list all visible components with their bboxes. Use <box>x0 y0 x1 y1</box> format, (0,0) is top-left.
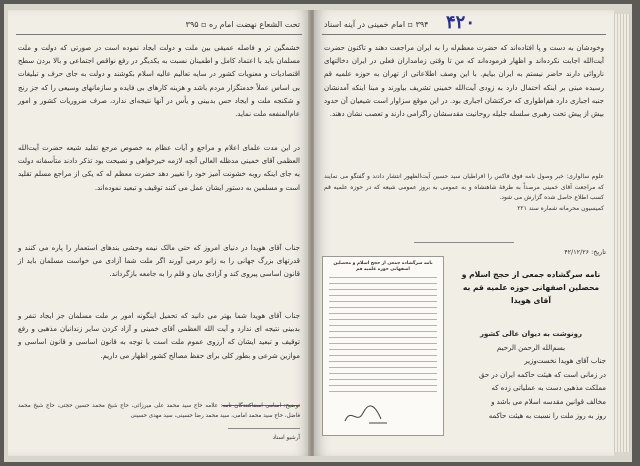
right-note-1: علوم سالواری: خبر وصول نامه فوق فاکس را افراطیان سید حسین آیت‌الظهور انتشار دادند و گفتگو می نمایند که مراجعت آقای خمینی مرصداً به طرفهٔ شاهنشاه و به عمومی به بروز عمومی شیعه که در حوزه علمیه قم کسب اطلاع حاصل شده گزارش می شود. <box>324 173 604 201</box>
left-page-header: تحت الشعاع نهضت امام ره ▫ ۳۹۵ <box>185 20 300 29</box>
left-header-title: تحت الشعاع نهضت امام ره <box>209 20 300 29</box>
page-edges <box>614 14 630 452</box>
letter-line-6: مخالف قوانین مقدسه اسلام می باشد و <box>491 397 606 406</box>
letter-line-2: بسم‌الله الرحمن الرحیم <box>496 343 566 352</box>
letter-body <box>456 328 606 423</box>
right-page-header: ۳۹۴ ▫ امام خمینی در آینه اسناد <box>324 20 429 29</box>
document-date: تاریخ: ۴۲/۱۲/۲۶ <box>564 248 606 256</box>
letter-line-7: روز به روز ملت را نسبت به هیئت حاکمه <box>488 411 606 420</box>
footnote-rule <box>228 428 300 429</box>
left-paragraph-2: در این مدت علمای اعلام و مراجع و آیات عظام به خصوص مرجع تقلید شیعه حضرت آیت‌الله العظمی آقای خمینی مدظله العالی آنچه لازمه خیرخواهی و نصیحت بود تذکر دادند متأسفانه دولت به جای اینکه روبه خشونت آمیز خود را تغییر دهد حضرت معظم له که یکی از مراجع مسلم تقلید است و مسلمین به دستور ایشان عمل می کنند توقیف و تبعید نموده‌اند. <box>18 144 300 192</box>
right-note-2: کمیسیون محرمانه شماره سند ۲۲۱ <box>517 205 604 212</box>
handwritten-page-number: ۴۲۰ <box>446 12 476 33</box>
left-paragraph-3: جناب آقای هویدا در دنیای امروز که حتی مالک نیمه وحشی بندهای استعمار را پاره می کنند و قدرتهای بزرگ جهانی را به زانو درمی آورند اگر ملت شما آزادی می خواست مسلمان باید از قانون اساسی پیروی کند و آزادی بیان و قلم را به جامعه بازگرداند. <box>18 244 300 279</box>
left-footnote-ref: آرشیو اسناد <box>272 435 300 441</box>
right-page <box>314 10 614 456</box>
left-paragraph-1: خشمگین تر و فاصله عمیقی بین ملت و دولت ایجاد نموده است در صورتی که دولت و ملت مسلمان باید با اعتماد کامل و اطمینان نسبت به یکدیگر در رفع نواقص اجتماعی و بالا بردن سطح اقتصادیات و معنویات کشور در سایه تعالیم عالیه اسلام بکوشند و دولت به جای حرف و تبلیغات بی اساس عملاً خدمتگزار مردم باشد و هزینه کارهای بی فایده و سازمانهای وسیعی را که جز رنج و شکنجه ملت و ایجاد حس بدبینی و یأس در آنها نتیجه‌ای ندارد، صرف ضروریات کشور و امور عام‌المنفعه ملت نماید. <box>18 44 300 119</box>
signature-scribble-icon <box>341 401 391 429</box>
scanned-letter-title: نامه سرگشاده جمعی از حجج اسلام و محصلین اصفهانی حوزه علمیه قم <box>333 261 433 272</box>
left-page <box>8 10 310 456</box>
section-divider <box>414 242 514 243</box>
left-paragraph-4: جناب آقای هویدا شما بهتر می دانید که تحمیل اینگونه امور بر ملت مسلمان جز ایجاد تنفر و بدبینی نتیجه ای ندارد و آیت الله العظمی آقای خمینی و آزاد کردن سایر زندانیان مذهبی و رفع توقیف و تبعید ایشان که آرزوی عموم ملت است با توجه به قانون اساسی و قانون اساسی و موازین شرعی و بطور کلی برای حفظ مصالح کشور اظهار می داریم. <box>18 312 300 360</box>
left-footnote: توضیح: اسامی امضاکنندگان نامه: علامه حاج سید محمد علی میرزائی، حاج شیخ محمد حسین حجتی، حاج شیخ محمد فاضل، حاج سید محمد امامی، سید محمد رضا حسینی، سید مهدی حسینی <box>18 403 300 419</box>
letter-line-4: در زمانی است که هیئت حاکمه ایران در حق <box>479 370 606 379</box>
open-book <box>4 4 632 462</box>
letter-line-5: مملکت مذهبی دست به عملیاتی زده که <box>491 384 606 393</box>
right-header-title: امام خمینی در آینه اسناد <box>324 20 406 29</box>
letter-heading: نامه سرگشاده جمعی از حجج اسلام و محصلین اصفهانی حوزه علمیه قم به آقای هویدا <box>461 270 601 305</box>
right-page-number: ۳۹۴ <box>415 20 429 29</box>
scanned-letter-image <box>322 256 444 436</box>
right-header-rule <box>322 34 606 35</box>
left-page-number: ۳۹۵ <box>185 20 199 29</box>
right-paragraph-1: وخودشان به دست و پا افتاده‌اند که حضرت معظم‌له را به ایران مراجعت دهند و تاکنون حضرت آیت‌الله اجابت نکرده‌اند و اظهار فرموده‌اند که من تا وقتی زمامداران فعلی در ایران دخالتهای ناروائی دارند حاضر نیستم به ایران بیایم. با این وصف اطلاعاتی از تهران به حوزه علمیه قم رسیده مبنی بر اینکه احتمال دارد به زودی آیت‌الله خمینی تشریف بیاورند و مبنا اینکه آمدنشان جنبه اجباری دارد هم‌اطواری که حرکتشان اجباری بود. در این موقع سزاوار است شیعیان آن حدود بیش از پیش تحت رهبری سلسله جلیله روحانیت مقدسشان راگرامی دارند و تعصب نشان دهند. <box>324 44 604 119</box>
letter-line-3: جناب آقای هویدا نخست‌وزیر <box>524 357 606 366</box>
left-header-rule <box>16 34 302 35</box>
letter-line-1: رونوشت به دیوان عالی کشور <box>479 330 583 338</box>
